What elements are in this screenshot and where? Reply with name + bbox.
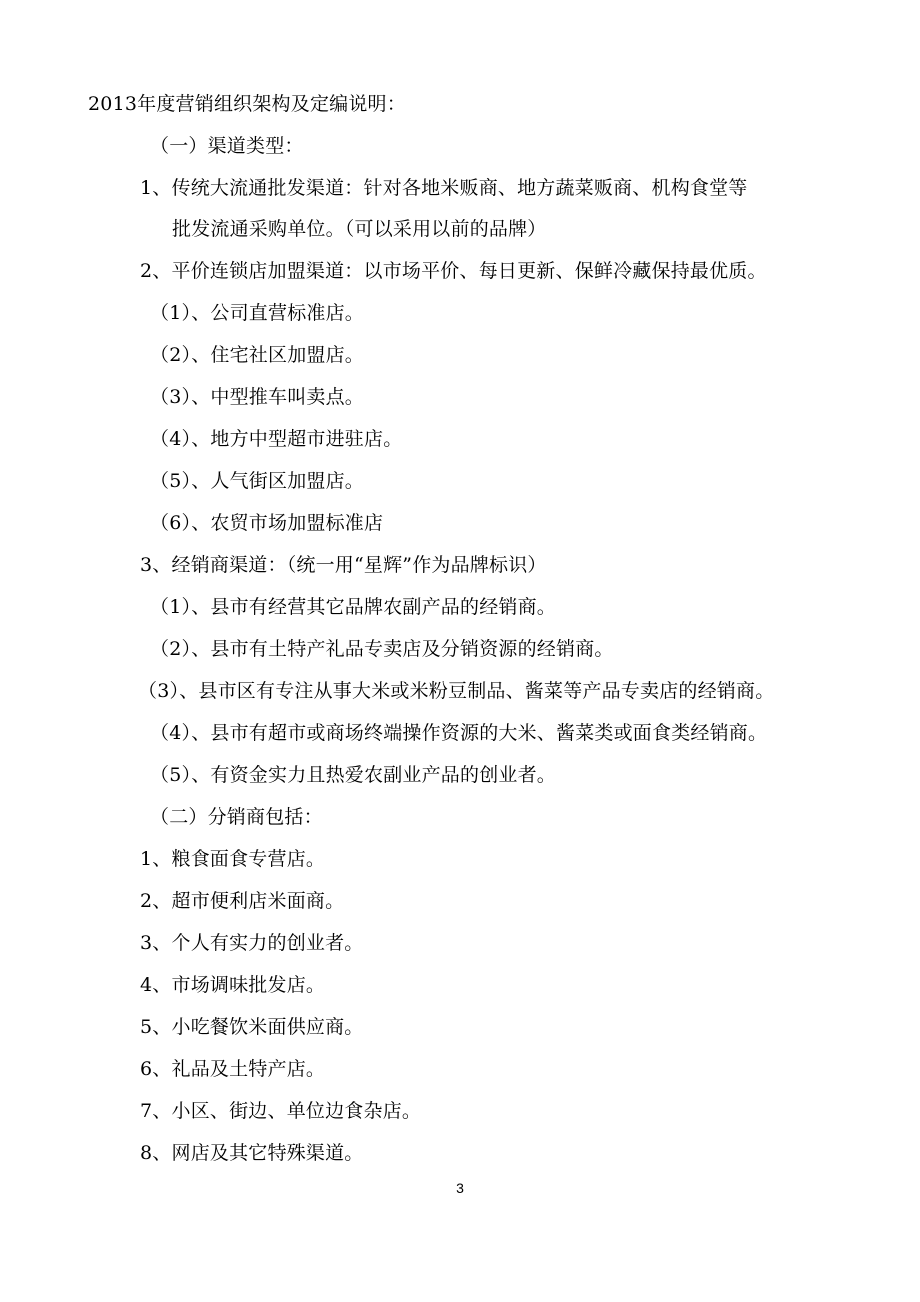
channel-item-1-line-1: 1、传统大流通批发渠道：针对各地米贩商、地方蔬菜贩商、机构食堂等 (140, 177, 748, 199)
channel-item-2-sub-3: （3）、中型推车叫卖点。 (150, 386, 364, 408)
channel-item-2-sub-6: （6）、农贸市场加盟标准店 (150, 512, 384, 534)
distributor-item-7: 7、小区、街边、单位边食杂店。 (140, 1100, 422, 1122)
channel-item-3-sub-2: （2）、县市有土特产礼品专卖店及分销资源的经销商。 (150, 638, 614, 660)
distributor-item-4: 4、市场调味批发店。 (140, 974, 326, 996)
page-number: 3 (456, 1180, 464, 1196)
channel-item-2-sub-1: （1）、公司直营标准店。 (150, 302, 364, 324)
channel-item-2-sub-2: （2）、住宅社区加盟店。 (150, 344, 364, 366)
distributor-item-6: 6、礼品及土特产店。 (140, 1058, 326, 1080)
channel-item-1-line-2: 批发流通采购单位。（可以采用以前的品牌） (172, 218, 547, 240)
channel-item-3-sub-1: （1）、县市有经营其它品牌农副产品的经销商。 (150, 596, 556, 618)
distributor-item-8: 8、网店及其它特殊渠道。 (140, 1142, 364, 1164)
channel-item-3-sub-5: （5）、有资金实力且热爱农副业产品的创业者。 (150, 764, 556, 786)
distributor-item-3: 3、个人有实力的创业者。 (140, 932, 364, 954)
channel-item-2-sub-5: （5）、人气街区加盟店。 (150, 470, 364, 492)
channel-item-3: 3、经销商渠道：（统一用“星辉”作为品牌标识） (140, 554, 547, 576)
channel-item-2: 2、平价连锁店加盟渠道：以市场平价、每日更新、保鲜冷藏保持最优质。 (140, 260, 767, 282)
section1-heading: （一）渠道类型： (150, 135, 304, 157)
channel-item-3-sub-3: （3）、县市区有专注从事大米或米粉豆制品、酱菜等产品专卖店的经销商。 (138, 680, 775, 702)
distributor-item-1: 1、粮食面食专营店。 (140, 848, 326, 870)
channel-item-2-sub-4: （4）、地方中型超市进驻店。 (150, 428, 403, 450)
distributor-item-5: 5、小吃餐饮米面供应商。 (140, 1016, 364, 1038)
section2-heading: （二）分销商包括： (150, 806, 323, 828)
distributor-item-2: 2、超市便利店米面商。 (140, 890, 345, 912)
channel-item-3-sub-4: （4）、县市有超市或商场终端操作资源的大米、酱菜类或面食类经销商。 (150, 722, 768, 744)
document-title: 2013年度营销组织架构及定编说明： (88, 93, 406, 115)
